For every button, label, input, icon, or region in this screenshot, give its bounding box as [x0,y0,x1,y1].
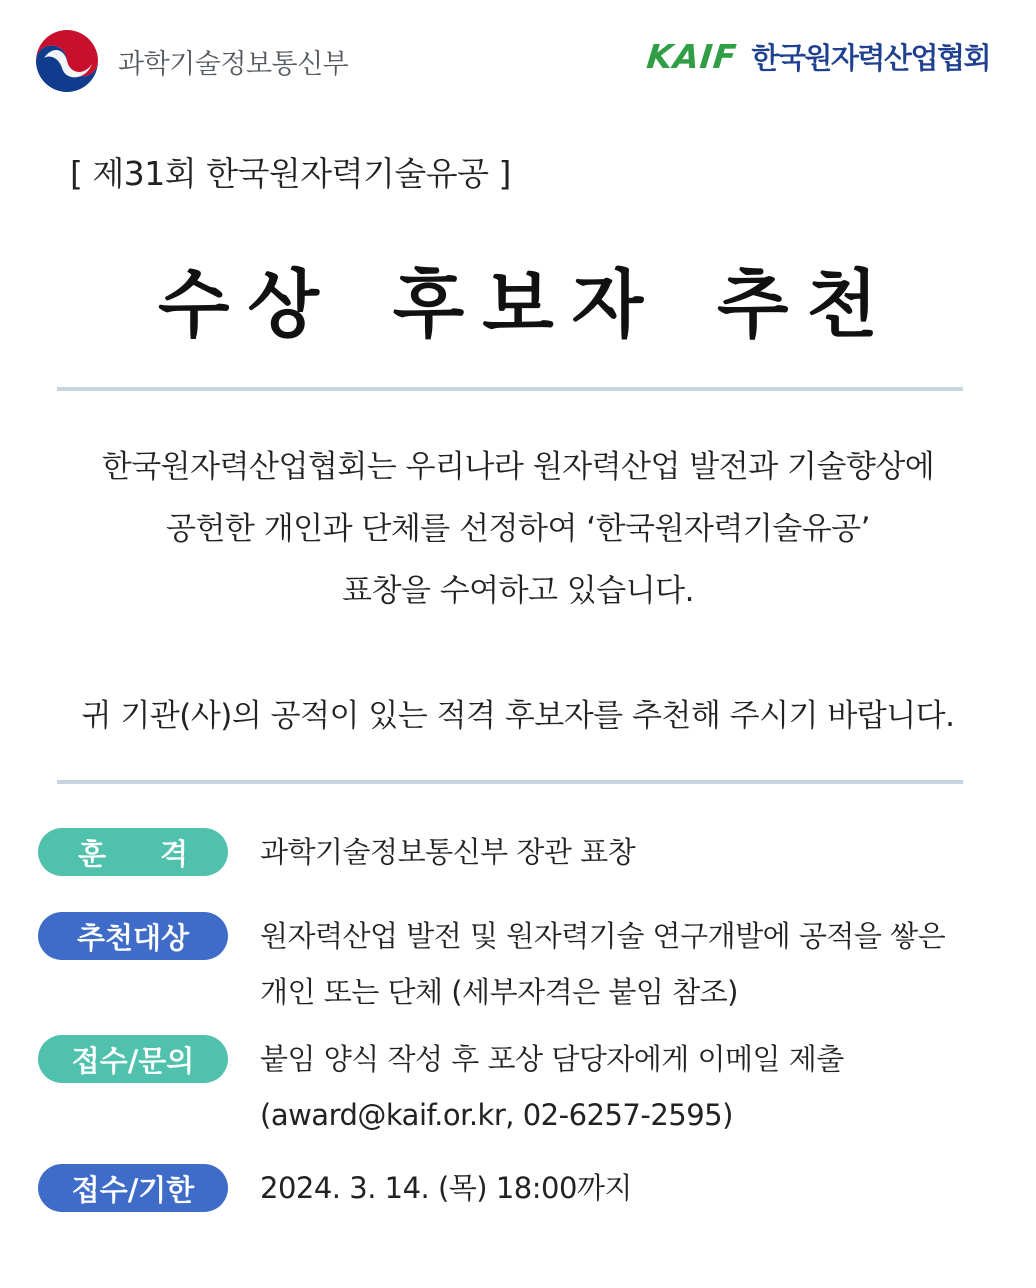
detail-line: 붙임 양식 작성 후 포상 담당자에게 이메일 제출 [260,1042,844,1076]
taegeuk-emblem-icon [34,28,100,94]
detail-line: 개인 또는 단체 (세부자격은 붙임 참조) [260,975,738,1009]
intro-paragraph [0,436,1036,622]
deadline-badge: 접수/기한 [38,1164,228,1212]
contact-badge: 접수/문의 [38,1035,228,1083]
nominee-text [260,908,945,1020]
intro-line: 한국원자력산업협회는 우리나라 원자력산업 발전과 기술향상에 [101,449,935,485]
detail-line: 원자력산업 발전 및 원자력기술 연구개발에 공적을 쌓은 [260,919,946,953]
detail-line: 과학기술정보통신부 장관 표창 [260,835,636,869]
detail-line: 2024. 3. 14. (목) 18:00까지 [260,1171,632,1205]
intro-line: 공헌한 개인과 단체를 선정하여 ‘한국원자력기술유공’ [166,511,870,547]
header [0,0,1036,120]
request-text: 귀 기관(사)의 공적이 있는 적격 후보자를 추천해 주시기 바랍니다. [81,698,955,734]
kaif-mark: KAIF [645,37,740,76]
kaif-logo [647,36,990,77]
contact-text [260,1031,844,1143]
nominee-badge: 추천대상 [38,912,228,960]
detail-row-award-level [38,828,635,880]
award-level-badge: 훈 격 [38,828,228,876]
award-level-text [260,824,635,880]
ministry-name: 과학기술정보통신부 [118,48,349,80]
divider-bottom [57,780,963,784]
detail-row-nominee [38,912,945,1020]
divider-top [57,387,963,391]
kaif-name: 한국원자력산업협회 [751,41,990,75]
detail-row-contact [38,1035,844,1143]
event-subtitle: [ 제31회 한국원자력기술유공 ] [70,154,511,193]
detail-line: (award@kaif.or.kr, 02-6257-2595) [260,1098,733,1132]
intro-line: 표창을 수여하고 있습니다. [342,573,694,609]
detail-row-deadline [38,1164,632,1216]
ministry-logo [34,28,348,94]
page-title: 수상 후보자 추천 [158,262,896,348]
deadline-text [260,1160,632,1216]
